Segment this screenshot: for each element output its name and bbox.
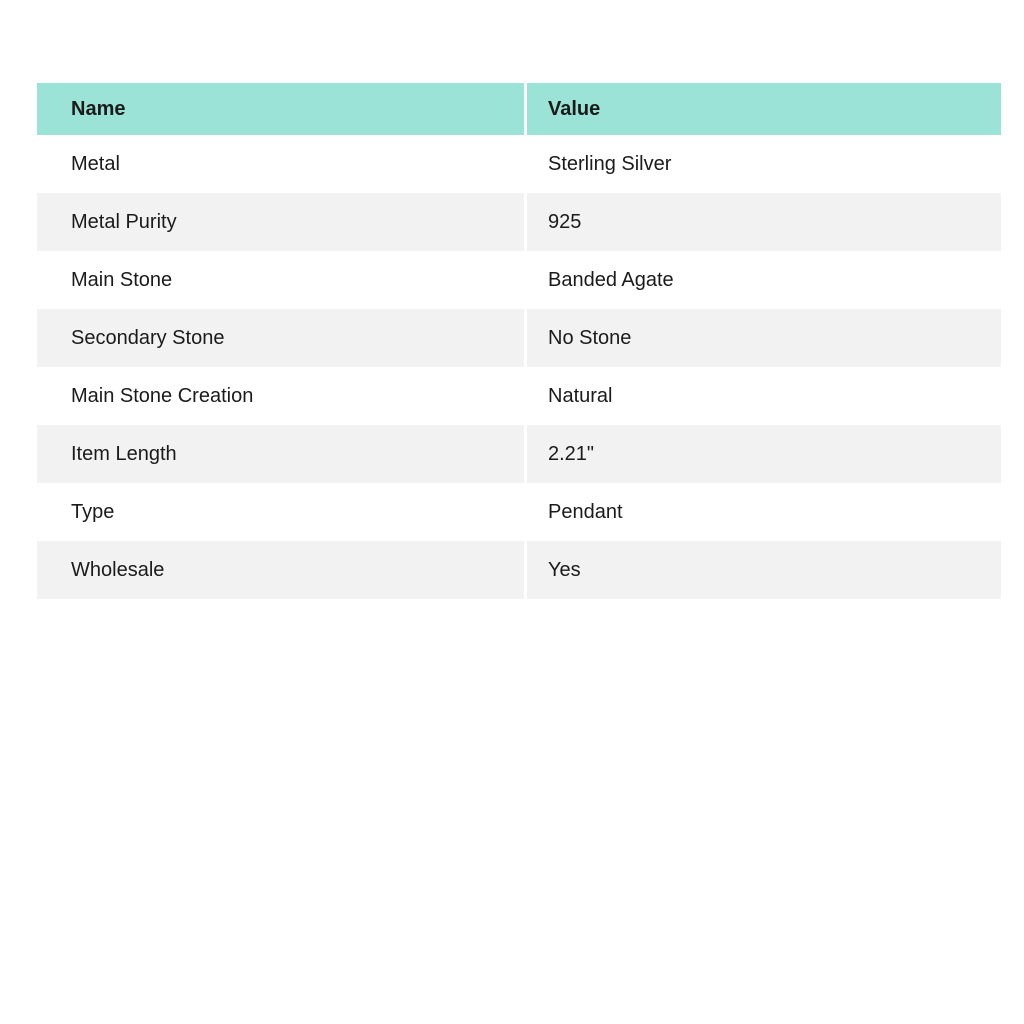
name-cell: Type bbox=[37, 483, 524, 541]
table-row bbox=[37, 367, 1001, 425]
table-row bbox=[37, 251, 1001, 309]
value-cell: Natural bbox=[524, 367, 1001, 425]
table-row bbox=[37, 309, 1001, 367]
value-cell: 925 bbox=[524, 193, 1001, 251]
name-cell: Item Length bbox=[37, 425, 524, 483]
table-row bbox=[37, 193, 1001, 251]
name-cell: Metal Purity bbox=[37, 193, 524, 251]
value-cell: No Stone bbox=[524, 309, 1001, 367]
value-cell: Banded Agate bbox=[524, 251, 1001, 309]
table-row bbox=[37, 425, 1001, 483]
value-cell: Pendant bbox=[524, 483, 1001, 541]
table-row bbox=[37, 483, 1001, 541]
item-specifics-table bbox=[37, 83, 1001, 599]
value-cell: 2.21" bbox=[524, 425, 1001, 483]
name-cell: Metal bbox=[37, 135, 524, 193]
header-row bbox=[37, 83, 1001, 135]
name-cell: Secondary Stone bbox=[37, 309, 524, 367]
item-specifics-table-container bbox=[37, 83, 1001, 599]
name-cell: Main Stone bbox=[37, 251, 524, 309]
table-header bbox=[37, 83, 1001, 135]
table-row bbox=[37, 541, 1001, 599]
name-cell: Wholesale bbox=[37, 541, 524, 599]
value-cell: Yes bbox=[524, 541, 1001, 599]
value-cell: Sterling Silver bbox=[524, 135, 1001, 193]
table-row bbox=[37, 135, 1001, 193]
name-cell: Main Stone Creation bbox=[37, 367, 524, 425]
column-header-value: Value bbox=[524, 83, 1001, 135]
column-header-name: Name bbox=[37, 83, 524, 135]
table-body bbox=[37, 135, 1001, 599]
